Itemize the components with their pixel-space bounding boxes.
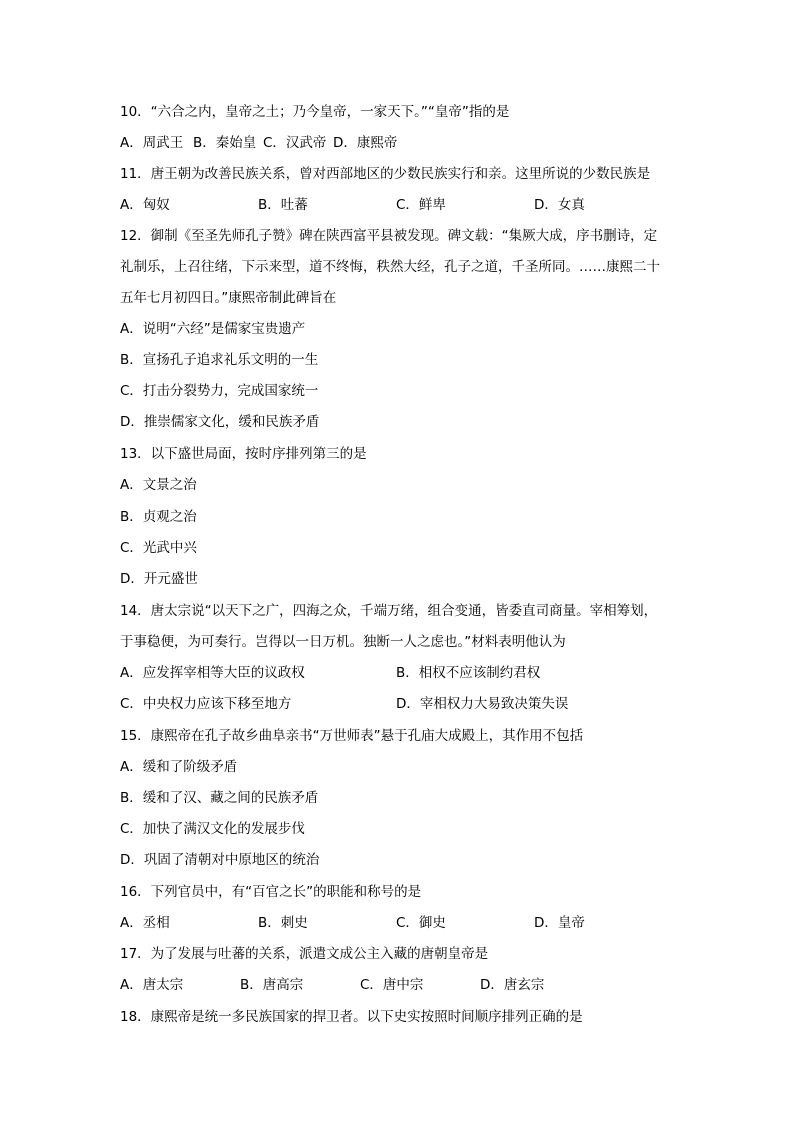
question-10-option-b: B．秦始皇 [193, 135, 257, 151]
question-12-stem-line-2: 礼制乐，上召往绪，下示来型，道不终悔，秩然大经，孔子之道，千圣所同。……康熙二十 [120, 259, 660, 275]
question-11-option-c: C．鲜卑 [396, 197, 446, 213]
question-15-option-a: A．缓和了阶级矛盾 [120, 759, 238, 775]
question-17-option-b: B．唐高宗 [240, 977, 304, 993]
question-11-option-a: A．匈奴 [120, 197, 170, 213]
question-17-stem: 17．为了发展与吐蕃的关系，派遣文成公主入藏的唐朝皇帝是 [120, 946, 489, 962]
question-10-stem: 10．“六合之内，皇帝之土；乃今皇帝，一家天下。”“皇帝”指的是 [120, 104, 510, 120]
question-12-stem-line-1: 12．御制《至圣先师孔子赞》碑在陕西富平县被发现。碑文载：“集厥大成，序书删诗，定 [120, 228, 658, 244]
question-16-stem: 16．下列官员中，有“百官之长”的职能和称号的是 [120, 884, 422, 900]
question-10-option-d: D．康熙帝 [333, 135, 398, 151]
question-17-option-d: D．唐玄宗 [480, 977, 545, 993]
question-11-option-b: B．吐蕃 [258, 197, 308, 213]
question-16-option-a: A．丞相 [120, 915, 170, 931]
question-14-stem-line-1: 14．唐太宗说“以天下之广，四海之众，千端万绪，组合变通，皆委直司商量。宰相筹划， [120, 603, 658, 619]
question-13-option-b: B．贞观之治 [120, 509, 197, 525]
question-12-option-a: A．说明“六经”是儒家宝贵遗产 [120, 321, 306, 337]
question-15-option-d: D．巩固了清朝对中原地区的统治 [120, 852, 320, 868]
question-11-stem: 11．唐王朝为改善民族关系，曾对西部地区的少数民族实行和亲。这里所说的少数民族是 [120, 166, 651, 182]
question-13-option-d: D．开元盛世 [120, 571, 198, 587]
question-14-option-a: A．应发挥宰相等大臣的议政权 [120, 665, 305, 681]
question-13-option-c: C．光武中兴 [120, 540, 197, 556]
question-13-option-a: A．文景之治 [120, 477, 197, 493]
question-14-option-c: C．中央权力应该下移至地方 [120, 696, 292, 712]
question-17-option-a: A．唐太宗 [120, 977, 184, 993]
question-13-stem: 13．以下盛世局面，按时序排列第三的是 [120, 446, 367, 462]
question-15-option-c: C．加快了满汉文化的发展步伐 [120, 821, 305, 837]
question-15-stem: 15．康熙帝在孔子故乡曲阜亲书“万世师表”悬于孔庙大成殿上，其作用不包括 [120, 728, 584, 744]
question-12-option-b: B．宣扬孔子追求礼乐文明的一生 [120, 352, 319, 368]
question-14-option-b: B．相权不应该制约君权 [396, 665, 541, 681]
question-16-option-b: B．刺史 [258, 915, 308, 931]
question-18-stem: 18．康熙帝是统一多民族国家的捍卫者。以下史实按照时间顺序排列正确的是 [120, 1009, 583, 1025]
question-15-option-b: B．缓和了汉、藏之间的民族矛盾 [120, 790, 319, 806]
question-10-option-c: C．汉武帝 [263, 135, 327, 151]
question-12-option-c: C．打击分裂势力，完成国家统一 [120, 383, 319, 399]
question-12-option-d: D．推崇儒家文化，缓和民族矛盾 [120, 414, 320, 430]
question-10-option-a: A．周武王 [120, 135, 184, 151]
question-17-option-c: C．唐中宗 [360, 977, 424, 993]
question-16-option-c: C．御史 [396, 915, 446, 931]
question-14-option-d: D．宰相权力大易致决策失误 [396, 696, 569, 712]
question-12-stem-line-3: 五年七月初四日。”康熙帝制此碑旨在 [120, 290, 337, 306]
question-16-option-d: D．皇帝 [534, 915, 585, 931]
question-14-stem-line-2: 于事稳便，为可奏行。岂得以一日万机。独断一人之虑也。”材料表明他认为 [120, 634, 566, 650]
question-11-option-d: D．女真 [534, 197, 585, 213]
